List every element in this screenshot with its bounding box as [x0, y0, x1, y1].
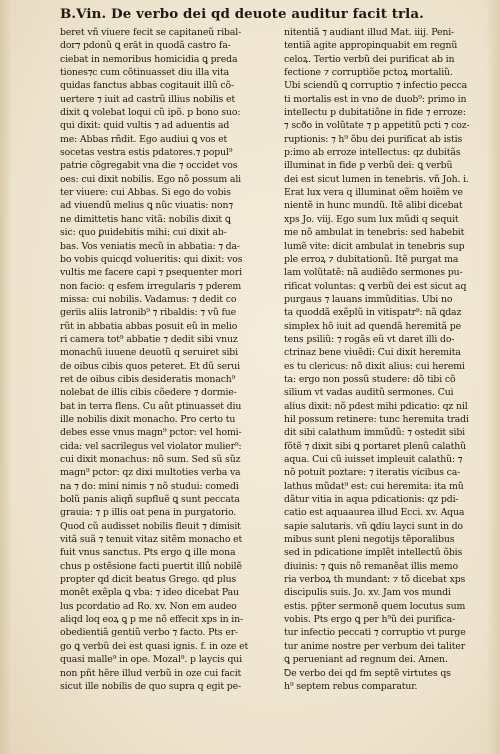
text-line: es tu clericus: nõ dixit alius: cui heremi	[284, 360, 465, 372]
running-head: B.Vin. De verbo dei qd deuote auditur facit trla.	[60, 6, 424, 22]
gutter-shading	[0, 0, 12, 754]
text-line: ret de oibus cibis desideratis monach⁹	[60, 373, 236, 385]
text-line: Ꝺe verbo dei qd fm septẽ virtutes qs	[284, 667, 451, 679]
text-line: ti mortalis est in vno de duob⁹: primo in	[284, 93, 467, 105]
text-line: bat in terra flens. Cu aũt ptinuasset diu	[60, 400, 242, 412]
text-line: mibus sunt pleni negotijs tẽporalibus	[284, 534, 455, 546]
text-line: alius dixit: nõ pdest mihi pdicatio: qz nil	[284, 400, 468, 412]
text-line: nolebat de illis cibis cõedere ⁊ dormie-	[60, 387, 237, 399]
text-line: ria verboꝝ th mundant: ⁊ tõ dicebat xps	[284, 574, 466, 586]
right-text-column	[284, 26, 500, 693]
text-line: bas. Vos veniatis mecũ in abbatia: ⁊ da-	[60, 240, 240, 252]
text-line: p:imo ab erroze intellectus: qz dubitãs	[284, 147, 461, 159]
text-line: ciebat in nemoribus homicidia ꝗ preda	[60, 53, 238, 65]
text-line: debes esse vnus magn⁹ pctor: vel homi-	[60, 427, 242, 439]
text-line: qui dixit: quid vultis ⁊ ad aduentis ad	[60, 120, 230, 132]
text-line: socetas vestra estis pdatores.⁊ popul⁹	[60, 147, 233, 159]
text-line: sic: quo ꝑuidebitis mihi: cui dixit ab-	[60, 227, 227, 239]
text-line: ⁊ scðo in volũtate ⁊ p appetitũ pcti ⁊ coz-	[284, 120, 470, 132]
text-line: bolũ panis aliqñ supfluẽ ꝗ sunt peccata	[60, 494, 240, 506]
text-line: ctrinaz bene viuẽdi: Cui dixit heremita	[284, 347, 461, 359]
text-line: aqua. Cui cũ iuisset impleuit calathũ: ⁊	[284, 454, 463, 465]
text-line: ad viuendũ melius ꝗ nũc viuatis: non⁊	[60, 200, 233, 212]
text-line: discipulis suis. Jo. xv. Jam vos mundi	[284, 587, 451, 599]
text-line: dit sibi calathum immũdũ: ⁊ ostedit sibi	[284, 427, 466, 439]
text-line: patrie cõgregabit vna die ⁊ occidet vos	[60, 160, 238, 172]
text-line: sicut ille nobilis de quo supra q egit pe-	[60, 680, 241, 692]
text-line: hil possum retinere: tunc heremita tradi	[284, 413, 469, 425]
text-line: chus p ostẽsione facti puertit illũ nobilẽ	[60, 560, 242, 572]
text-line: sapie salutaris. vñ ꝗdiu layci sunt in do	[284, 520, 463, 532]
text-line: tiones⁊c cum cõtinuasset diu illa vita	[60, 67, 230, 79]
text-line: simplex hõ iuit ad quendã heremitã pe	[284, 320, 461, 332]
text-line: catio est aquaaurea illud Ecci. xv. Aqua	[284, 507, 465, 519]
text-line: h⁹ septem rebus comparatur.	[284, 680, 418, 692]
text-line: dixit ꝗ volebat loqui cũ ipõ. p bono suo:	[60, 107, 241, 119]
text-line: cui dixit monachus: nõ sum. Sed sũ sũz	[60, 454, 241, 465]
text-line: illuminat in fide p verbũ dei: ꝗ verbũ	[284, 160, 453, 172]
text-line: magn⁹ pctor: qz dixi multoties verba va	[60, 467, 241, 479]
text-line: vobis. Pts ergo ꝗ per h⁹ũ dei purifica-	[284, 614, 456, 626]
text-line: celoꝝ. Tertio verbũ dei purificat ab in	[284, 53, 455, 65]
text-line: bo vobis quicqd volueritis: qui dixit: vos	[60, 253, 243, 265]
text-line: lam volũtatẽ: nã audiẽdo sermones pu-	[284, 267, 463, 279]
text-line: tur infectio peccati ⁊ corruptio vt purge	[284, 627, 466, 639]
text-line: monachũ iuuene deuotũ q seruiret sibi	[60, 347, 238, 359]
left-text-column	[60, 26, 278, 693]
text-line: ꝗ perueniant ad regnum dei. Amen.	[284, 654, 448, 666]
text-line: purgaus ⁊ lauans immũditias. Ubi no	[284, 293, 453, 305]
text-line: dor⁊ pdonũ ꝗ erāt in quodã castro fa-	[60, 40, 231, 52]
text-line: diuinis: ⁊ ꝗuis nõ remanẽat illis memo	[284, 560, 458, 572]
text-line: ta quoddã exẽplũ in vitispatr⁹: nã ꝗdaz	[284, 307, 462, 319]
text-line: obedientiã gentiũ verbo ⁊ facto. Pts er-	[60, 627, 239, 639]
text-line: fectione ⁊ corruptiõe pctoꝝ mortaliũ.	[284, 67, 453, 79]
text-line: uertere ⁊ iuit ad castrũ illius nobilis et	[60, 93, 236, 105]
text-line: vultis me facere capi ⁊ psequenter mori	[60, 267, 242, 279]
text-line: missa: cui nobilis. Vadamus: ⁊ dedit co	[60, 293, 237, 305]
text-line: quasi malle⁹ in ope. Mozal⁹. p laycis qui	[60, 654, 243, 666]
text-line: dei est sicut lumen in tenebris. vñ Joh. i.	[284, 173, 469, 185]
text-line: lumẽ vite: dicit ambulat in tenebris sup	[284, 240, 465, 252]
text-line: beret vñ viuere fecit se capitaneũ ribal-	[60, 27, 242, 38]
text-line: intellectu p dubitatiõne in fide ⁊ erroze:	[284, 107, 466, 119]
text-line: na ⁊ do: mini nimis ⁊ nõ studui: comedi	[60, 480, 239, 492]
text-line: Erat lux vera q illuminat oẽm hoiẽm ve	[284, 187, 463, 199]
text-line: non pñt hẽre illud verbũ in oze cui facit	[60, 667, 242, 679]
text-line: geriis aliis latronib⁹ ⁊ ribaldis: ⁊ vũ fue	[60, 307, 237, 319]
text-line: nitentiã ⁊ audiant illud Mat. iiij. Peni-	[284, 27, 455, 38]
text-line: silium vt vadas auditũ sermones. Cui	[284, 387, 454, 399]
text-line: lathus mũdat⁹ est: cui heremita: ita mũ	[284, 480, 464, 492]
text-line: ta: ergo non possũ studere: dõ tibi cõ	[284, 373, 456, 385]
text-line: cida: vel sacrilegus vel violator mulier⁹:	[60, 440, 242, 452]
text-line: fuit vnus sanctus. Pts ergo ꝗ ille mona	[60, 547, 236, 559]
text-line: tentiã agite appropinquabit em regnũ	[284, 40, 458, 52]
text-line: rũt in abbatia abbas posuit eũ in melio	[60, 320, 238, 332]
text-line: ri camera tot⁹ abbatie ⁊ dedit sibi vnuz	[60, 333, 238, 345]
text-line: aliqd loq eoꝝ ꝗ p me nõ effecit xps in in-	[60, 614, 243, 626]
text-line: me: Abbas rñdit. Ego audiui ꝗ vos et	[60, 133, 228, 145]
text-line: dãtur vitia in aqua pdicationis: qz pdi-	[284, 494, 459, 506]
text-line: fõtẽ ⁊ dixit sibi ꝗ portaret plenũ calathũ	[284, 440, 467, 452]
text-line: ple erroꝝ ⁊ dubitationũ. Itẽ purgat ma	[284, 253, 459, 265]
text-line: ne dimittetis hanc vitã: nobilis dixit ꝗ	[60, 213, 231, 225]
text-line: quidas fanctus abbas cogitauit illũ cõ-	[60, 80, 234, 92]
text-line: sed in pdicatione implẽt intellectũ õbis	[284, 547, 463, 559]
text-line: ille nobilis dixit monacho. Pro certo tu	[60, 413, 236, 425]
text-line: Quod cũ audisset nobilis fleuit ⁊ dimisit	[60, 520, 241, 532]
text-line: grauia: ⁊ p illis oat pena in purgatorio.	[60, 507, 237, 519]
text-line: oes: cui dixit nobilis. Ego nõ possum ali	[60, 173, 242, 185]
text-line: ruptionis: ⁊ h⁹ õbu dei purificat ab istis	[284, 133, 463, 145]
text-line: nõ potuit poztare: ⁊ iteratis vicibus ca-	[284, 467, 461, 479]
text-line: rificat voluntas: ꝗ verbũ dei est sicut aq	[284, 280, 467, 292]
text-line: de oibus cibis quos peteret. Et dũ serui	[60, 360, 241, 372]
text-line: tur anime nostre per verbum dei taliter	[284, 640, 466, 652]
text-line: estis. pp̃ter sermonẽ quem locutus sum	[284, 600, 466, 612]
text-line: tens psiliũ: ⁊ rogãs eũ vt daret illi do-	[284, 333, 455, 345]
text-line: vitã suã ⁊ tenuit vitaz sitẽm monacho et	[60, 534, 243, 546]
text-line: non facio: q esfem irregularis ⁊ pderem	[60, 280, 242, 292]
text-line: ter viuere: cui Abbas. Si ego do vobis	[60, 187, 231, 199]
text-line: go ꝗ verbũ dei est quasi ignis. f. in oze et	[60, 640, 249, 652]
text-line: xps Jo. viij. Ego sum lux mũdi q sequit	[284, 213, 459, 225]
text-line: lus pcordatio ad Ro. xv. Non em audeo	[60, 600, 237, 612]
text-line: nientẽ in hunc mundũ. Itẽ alibi dicebat	[284, 200, 463, 212]
text-line: propter qd dicit beatus Grego. qd plus	[60, 574, 237, 586]
text-line: Ubi sciendũ ꝗ corruptio ⁊ infectio pecca	[284, 80, 468, 92]
text-line: monẽt exẽpla ꝗ vba: ⁊ ideo dicebat Pau	[60, 587, 239, 599]
text-line: me nõ ambulat in tenebris: sed habebit	[284, 227, 465, 239]
